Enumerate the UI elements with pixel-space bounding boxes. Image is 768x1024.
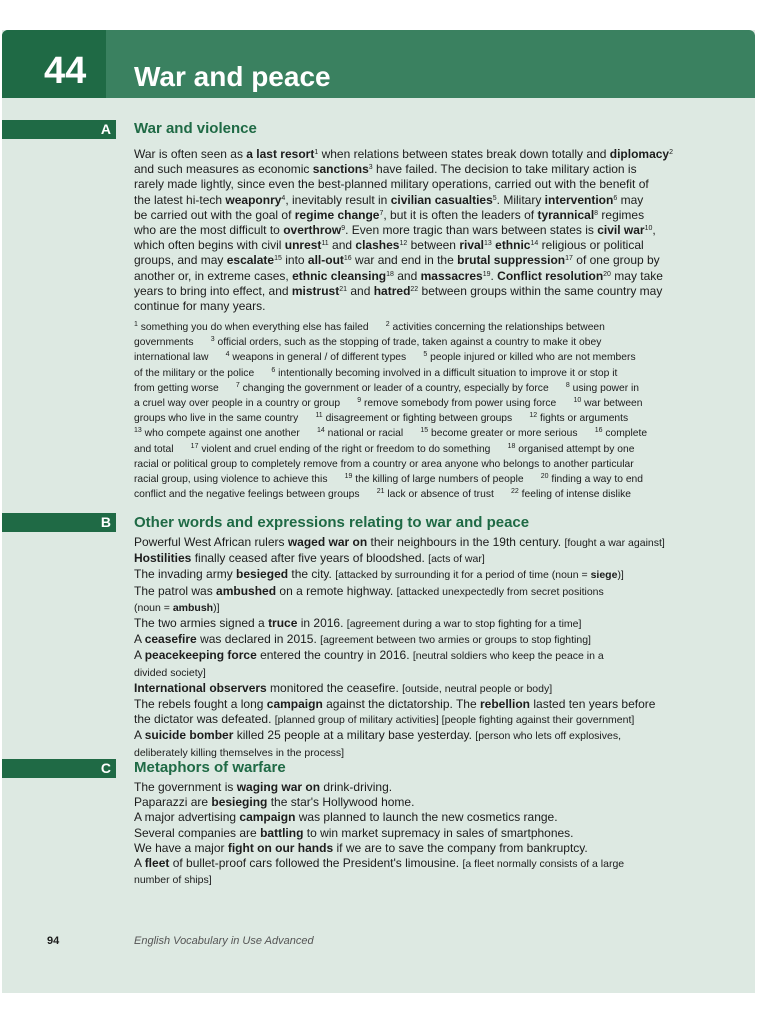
term: waging war on xyxy=(236,780,321,794)
text: and xyxy=(328,238,356,253)
term: campaign xyxy=(266,697,323,712)
text: conflict and the negative feelings between groups xyxy=(134,489,377,501)
section-a-title: War and violence xyxy=(134,120,257,137)
text: feeling of intense dislike xyxy=(518,489,631,501)
footnote-ref: 18 xyxy=(386,270,394,278)
text: be carried out with the goal of xyxy=(134,207,295,222)
term: peacekeeping force xyxy=(144,648,257,663)
footnote-ref: 8 xyxy=(594,209,599,217)
term: massacres xyxy=(420,268,483,283)
footnote-ref: 11 xyxy=(315,412,323,420)
section-a-tab xyxy=(2,120,116,139)
text: Several companies are xyxy=(134,825,261,840)
footnote-ref: 19 xyxy=(344,473,353,481)
section-a-text xyxy=(134,147,709,314)
gloss: [neutral soldiers who keep the peace in a xyxy=(412,650,604,663)
text-line xyxy=(134,487,709,502)
gloss: [outside, neutral people or body] xyxy=(402,682,553,695)
term: a last resort xyxy=(246,147,315,161)
text-line xyxy=(134,780,709,795)
term: civilian casualties xyxy=(390,192,493,207)
text: lasted ten years before xyxy=(530,697,656,712)
gloss: [a fleet normally consists of a large xyxy=(462,858,625,871)
text: and xyxy=(347,283,374,298)
text-line xyxy=(134,648,709,664)
text: governments xyxy=(134,337,211,349)
text: organised attempt by one xyxy=(515,443,635,455)
gloss: )] xyxy=(617,569,624,582)
text: racial group, using violence to achieve this xyxy=(134,474,345,486)
text: intentionally becoming involved in a difficult situation to improve it or stop it xyxy=(275,367,618,379)
text: activities concerning the relationships between xyxy=(389,322,605,333)
section-c-title: Metaphors of warfare xyxy=(134,759,286,776)
term: besieged xyxy=(236,567,289,582)
text: when relations between states break down totally and xyxy=(318,147,610,161)
footnote-ref: 5 xyxy=(423,351,428,359)
term: diplomacy xyxy=(609,147,670,161)
term: ceasefire xyxy=(144,632,197,647)
text: . xyxy=(490,268,498,283)
text: A xyxy=(134,648,145,663)
text: official orders, such as the stopping of trade, taken against a country to make it obey xyxy=(214,337,602,349)
gloss: deliberately killing themselves in the process] xyxy=(134,746,345,759)
section-b-title: Other words and expressions relating to war and peace xyxy=(134,514,530,531)
text-line xyxy=(134,584,709,600)
term: ethnic xyxy=(495,238,531,253)
text: remove somebody from power using force xyxy=(361,398,574,410)
footnote-ref: 17 xyxy=(565,255,573,263)
text: the killing of large numbers of people xyxy=(352,474,541,486)
text-line xyxy=(134,872,709,888)
text: Paparazzi are xyxy=(134,795,212,810)
gloss: [person who lets off explosives, xyxy=(475,730,621,743)
text-line xyxy=(134,411,709,426)
text: killed 25 people at a military base yesterday. xyxy=(233,728,476,743)
text: and xyxy=(393,268,421,283)
footnote-ref: 3 xyxy=(368,164,373,172)
text: regimes xyxy=(598,207,645,222)
gloss-term: siege xyxy=(590,569,618,582)
text-line xyxy=(134,810,709,825)
footnote-ref: 3 xyxy=(210,336,215,344)
section-a-footnotes xyxy=(134,320,709,502)
text: international law xyxy=(134,352,226,364)
text-line xyxy=(134,712,709,728)
text: may xyxy=(617,192,644,207)
text: and total xyxy=(134,443,191,455)
footnote-ref: 20 xyxy=(603,270,611,278)
text: of the military or the police xyxy=(134,367,272,379)
footnote-ref: 12 xyxy=(529,412,538,420)
text-line xyxy=(134,381,709,396)
footnote-ref: 1 xyxy=(314,149,319,156)
term: Hostilities xyxy=(134,551,192,566)
text-line xyxy=(134,616,709,632)
text: years to bring into effect, and xyxy=(134,283,292,298)
footnote-ref: 10 xyxy=(644,225,653,233)
text-line xyxy=(134,396,709,411)
term: mistrust xyxy=(291,283,340,298)
term: fleet xyxy=(144,856,170,871)
unit-title: War and peace xyxy=(134,61,331,92)
text-line xyxy=(134,366,709,381)
footnote-ref: 7 xyxy=(235,381,240,389)
footnote-ref: 6 xyxy=(613,194,618,202)
footnote-ref: 15 xyxy=(420,427,429,435)
text: weapons in general / of different types xyxy=(229,352,424,364)
text: if we are to save the company from bankruptcy. xyxy=(333,840,588,855)
term: International observers xyxy=(134,680,267,695)
text: finding a way to end xyxy=(548,474,643,486)
text: The patrol was xyxy=(134,583,217,598)
footnote-ref: 19 xyxy=(482,270,491,278)
text: the latest hi-tech xyxy=(134,192,226,207)
term: truce xyxy=(268,616,298,631)
text-line xyxy=(134,681,709,697)
text: rarely made lightly, since even the best-planned military operations, carried out with the benefit of xyxy=(134,177,649,192)
text: may take xyxy=(610,268,663,283)
text: in 2016. xyxy=(297,616,347,631)
text: The invading army xyxy=(134,567,237,582)
text: A xyxy=(134,856,145,871)
text: racial or political group to completely remove from a country or area anyone who belongs to another particular xyxy=(134,458,634,470)
unit-number-box xyxy=(2,30,106,98)
text-line xyxy=(134,162,709,177)
term: unrest xyxy=(284,238,322,253)
text: of one group by xyxy=(572,253,660,268)
text: and such measures as economic xyxy=(134,162,313,177)
text: The two armies signed a xyxy=(134,616,269,631)
gloss: [fought a war against] xyxy=(564,537,665,549)
gloss: [attacked by surrounding it for a period of time (noun = xyxy=(335,569,591,582)
text-line xyxy=(134,600,709,616)
text: disagreement or fighting between groups xyxy=(322,413,530,425)
text: something you do when everything else has failed xyxy=(137,322,386,333)
text: to win market supremacy in sales of smartphones. xyxy=(303,825,574,840)
text-line xyxy=(134,426,709,441)
footnote-ref: 21 xyxy=(339,285,348,293)
footnote-ref: 17 xyxy=(190,442,199,450)
text: on a remote highway. xyxy=(276,583,397,598)
text-line xyxy=(134,223,709,238)
term: civil war xyxy=(597,223,645,238)
text: war between xyxy=(581,398,643,410)
text: groups, and may xyxy=(134,253,227,268)
text: religious or political xyxy=(538,238,644,253)
text: A xyxy=(134,632,145,647)
footnote-ref: 8 xyxy=(565,381,570,389)
text: from getting worse xyxy=(134,382,236,394)
text: violent and cruel ending of the right or freedom to do something xyxy=(198,443,508,455)
text-line xyxy=(134,320,709,335)
term: rival xyxy=(459,238,484,253)
footnote-ref: 13 xyxy=(484,240,492,248)
section-b-text xyxy=(134,535,709,761)
gloss: [agreement during a war to stop fighting for a time] xyxy=(346,618,582,631)
text: people injured or killed who are not members xyxy=(427,352,636,364)
footnote-ref: 5 xyxy=(492,194,497,202)
text-line xyxy=(134,841,709,856)
term: suicide bomber xyxy=(144,728,234,743)
term: sanctions xyxy=(312,162,369,177)
text: , but it is often the leaders of xyxy=(383,207,538,222)
term: tyrannical xyxy=(537,207,595,222)
text-line xyxy=(134,632,709,648)
text: . Military xyxy=(496,192,545,207)
term: ethnic cleansing xyxy=(292,268,387,283)
text-line xyxy=(134,551,709,567)
text: fights or arguments xyxy=(537,413,629,425)
text-line xyxy=(134,177,709,192)
footnote-ref: 7 xyxy=(379,209,384,217)
term: Conflict resolution xyxy=(497,268,604,283)
footnote-ref: 9 xyxy=(341,225,346,233)
term: campaign xyxy=(239,810,296,825)
footnote-ref: 16 xyxy=(594,427,603,435)
text: , xyxy=(652,223,656,238)
text: groups who live in the same country xyxy=(134,413,316,425)
text: War is often seen as xyxy=(134,147,247,161)
text-line xyxy=(134,147,709,162)
footnote-ref: 13 xyxy=(134,427,142,435)
text: between groups within the same country may xyxy=(418,283,663,298)
footnote-ref: 10 xyxy=(573,397,582,405)
footnote-ref: 12 xyxy=(399,240,408,248)
footnote-ref: 9 xyxy=(357,397,362,405)
term: intervention xyxy=(544,192,614,207)
text: . Even more tragic than wars between states is xyxy=(345,223,598,238)
footnote-ref: 14 xyxy=(530,240,539,248)
unit-header xyxy=(2,30,755,98)
section-c-text xyxy=(134,780,709,888)
footnote-ref: 22 xyxy=(410,285,419,293)
term: clashes xyxy=(355,238,400,253)
gloss: divided society] xyxy=(134,666,206,679)
term: fight on our hands xyxy=(227,840,334,855)
term: hatred xyxy=(373,283,411,298)
text: Powerful West African rulers xyxy=(134,535,288,549)
section-b-tab xyxy=(2,513,116,532)
text: continue for many years. xyxy=(134,299,266,314)
text: the star's Hollywood home. xyxy=(267,795,415,810)
text: who compete against one another xyxy=(141,428,317,440)
text-line xyxy=(134,826,709,841)
section-c-letter: C xyxy=(100,760,111,776)
text: changing the government or leader of a country, especially by force xyxy=(239,382,566,394)
text: A xyxy=(134,728,145,743)
footnote-ref: 4 xyxy=(225,351,230,359)
text: was planned to launch the new cosmetics range. xyxy=(295,810,558,825)
text: We have a major xyxy=(134,840,228,855)
text: The government is xyxy=(134,780,237,794)
text: finally ceased after five years of bloodshed. xyxy=(191,551,429,566)
text: into xyxy=(281,253,308,268)
text-line xyxy=(134,442,709,457)
text-line xyxy=(134,697,709,712)
text-line xyxy=(134,238,709,253)
text-line xyxy=(134,665,709,681)
footnote-ref: 1 xyxy=(134,321,138,328)
text-line xyxy=(134,567,709,583)
text: between xyxy=(407,238,460,253)
footnote-ref: 15 xyxy=(274,255,282,263)
text-line xyxy=(134,535,709,551)
footnote-ref: 21 xyxy=(376,488,385,496)
unit-number: 44 xyxy=(44,50,87,92)
text-line xyxy=(134,457,709,472)
footnote-ref: 2 xyxy=(385,321,390,328)
term: overthrow xyxy=(283,223,342,238)
term: weaponry xyxy=(225,192,282,207)
text-line xyxy=(134,253,709,268)
text: The rebels fought a long xyxy=(134,697,267,712)
text: war and end in the xyxy=(351,253,458,268)
text: the dictator was defeated. xyxy=(134,712,275,727)
section-a-letter: A xyxy=(100,121,111,137)
footnote-ref: 11 xyxy=(321,240,329,248)
term: ambushed xyxy=(216,583,277,598)
text: a cruel way over people in a country or group xyxy=(134,398,358,410)
text: which often begins with civil xyxy=(134,238,285,253)
term: waged war on xyxy=(287,535,368,549)
text-line xyxy=(134,193,709,208)
text-line xyxy=(134,269,709,284)
section-c-tab xyxy=(2,759,116,778)
text-line xyxy=(134,284,709,299)
footnote-ref: 2 xyxy=(669,149,674,156)
text: of bullet-proof cars followed the President's limousine. xyxy=(169,856,463,871)
text-line xyxy=(134,795,709,810)
term: battling xyxy=(260,825,304,840)
gloss: [agreement between two armies or groups to stop fighting] xyxy=(320,634,591,647)
gloss: (noun = xyxy=(134,601,173,614)
term: regime change xyxy=(294,207,380,222)
text: become greater or more serious xyxy=(428,428,595,440)
text: complete xyxy=(602,428,648,440)
text: entered the country in 2016. xyxy=(256,648,413,663)
text-line xyxy=(134,350,709,365)
text: have failed. The decision to take military action is xyxy=(372,162,637,177)
text-line xyxy=(134,299,709,314)
text: was declared in 2015. xyxy=(196,632,321,647)
text: against the dictatorship. The xyxy=(322,697,480,712)
text: , inevitably result in xyxy=(285,192,391,207)
footnote-ref: 22 xyxy=(511,488,519,496)
text: national or racial xyxy=(324,428,421,440)
gloss: number of ships] xyxy=(134,874,212,887)
text-line xyxy=(134,335,709,350)
gloss: [planned group of military activities] [people fighting against their government] xyxy=(274,714,635,727)
text-line xyxy=(134,472,709,487)
text: who are the most difficult to xyxy=(134,223,284,238)
text: another or, in extreme cases, xyxy=(134,268,293,283)
term: brutal suppression xyxy=(457,253,566,268)
term: rebellion xyxy=(480,697,531,712)
text: using power in xyxy=(569,382,640,394)
footnote-ref: 18 xyxy=(507,442,516,450)
text: monitored the ceasefire. xyxy=(266,680,403,695)
text: their neighbours in the 19th century. xyxy=(367,535,565,549)
term: escalate xyxy=(226,253,275,268)
text: drink-driving. xyxy=(320,780,393,794)
text: the city. xyxy=(288,567,336,582)
section-b-letter: B xyxy=(100,514,111,530)
footnote-ref: 4 xyxy=(281,194,286,202)
footnote-ref: 6 xyxy=(271,366,276,374)
term: all-out xyxy=(307,253,344,268)
gloss-term: ambush xyxy=(172,601,214,614)
footnote-ref: 20 xyxy=(540,473,549,481)
gloss: )] xyxy=(213,601,220,614)
text-line xyxy=(134,208,709,223)
footnote-ref: 14 xyxy=(316,427,325,435)
term: besieging xyxy=(211,795,268,810)
text-line xyxy=(134,856,709,872)
book-title: English Vocabulary in Use Advanced xyxy=(134,935,314,947)
footnote-ref: 16 xyxy=(343,255,352,263)
gloss: [attacked unexpectedly from secret positions xyxy=(396,585,604,598)
text: lack or absence of trust xyxy=(384,489,511,501)
page-number: 94 xyxy=(47,935,60,947)
gloss: [acts of war] xyxy=(428,553,485,566)
text-line xyxy=(134,728,709,744)
text: A major advertising xyxy=(134,810,240,825)
